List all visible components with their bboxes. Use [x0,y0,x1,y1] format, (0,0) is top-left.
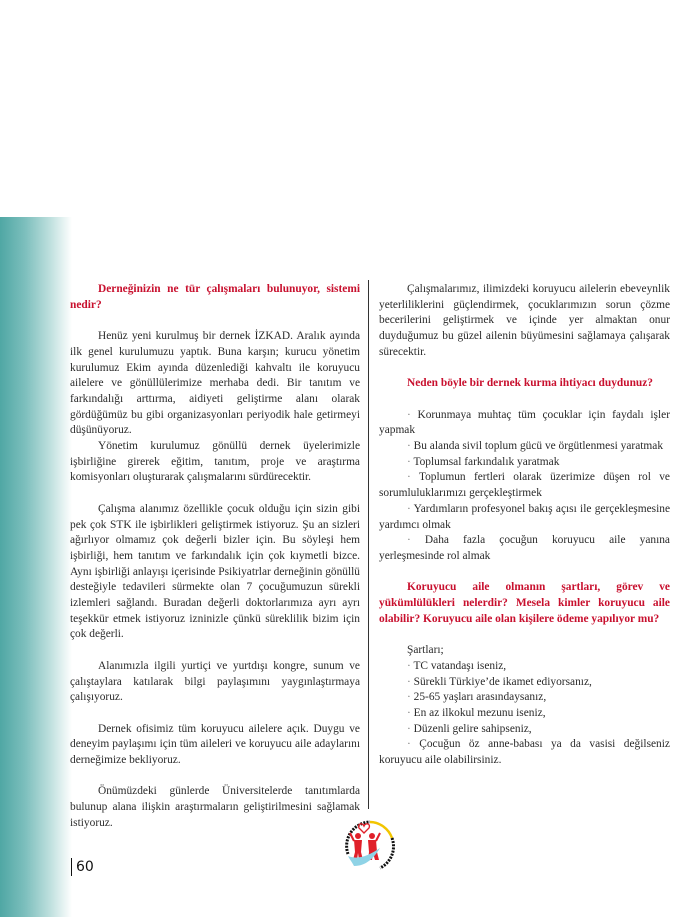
left-column [70,282,360,832]
list-item [379,722,670,738]
list-item [379,533,670,564]
list-item-text: En az ilkokul mezunu iseniz, [413,706,546,719]
spacer [70,643,360,659]
spacer [70,706,360,722]
paragraph: Çalışmalarımız, ilimizdeki koruyucu ailelerin ebeveynlik yeterliliklerini güçlendirmek, çocuklarımızın sorun çözme becerilerini geliştirmek ve içinde yer almaktan onur duyduğumuz bu güzel ailenin büyümesini sağlamaya çalışarak sürecektir. [379,283,670,358]
bullet-icon: · [407,471,411,484]
paragraph: Önümüzdeki günlerde Üniversitelerde tanıtımlarda bulunup alana ilişkin araştırmaların geliştirilmesini sağlamak istiyoruz. [70,785,360,829]
list-item-text: Çocuğun öz anne-babası ya da vasisi değilseniz koruyucu aile olabilirsiniz. [379,738,670,767]
question-heading: Derneğinizin ne tür çalışmaları bulunuyor, sistemi nedir? [70,283,360,311]
spacer [379,392,670,408]
list-item-text: Yardımların profesyonel bakış açısı ile gerçekleşmesine yardımcı olmak [379,502,670,531]
decorative-side-band [0,217,72,917]
bullet-icon: · [407,675,411,688]
bullet-icon: · [407,534,411,547]
list-item [379,502,670,533]
list-item-text: Daha fazla çocuğun koruyucu aile yanına yerleşmesinde rol almak [379,534,670,562]
spacer [70,313,360,329]
reasons-list [379,408,670,565]
page-number: 60 [71,858,94,876]
spacer [379,627,670,643]
list-item-text: Düzenli gelire sahipseniz, [413,722,532,735]
paragraph: Alanımızla ilgili yurtiçi ve yurtdışı kongre, sunum ve çalıştaylara katılarak bilgi paylaşımını yaygınlaştırmaya çalışıyoruz. [70,659,360,704]
list-item [379,439,670,455]
column-divider [368,280,369,809]
paragraph: Yönetim kurulumuz gönüllü dernek üyelerimizle işbirliğine girerek eğitim, tanıtım, proje ve araştırma komisyonları oluşturarak çalışmalarını sürdürecektir. [70,440,360,484]
spacer [379,361,670,377]
list-item-text: Bu alanda sivil toplum gücü ve örgütlenmesi yaratmak [413,440,664,452]
list-item-text: Korunmaya muhtaç tüm çocuklar için faydalı işler yapmak [379,408,670,437]
bullet-icon: · [407,659,411,672]
spacer [379,565,670,581]
bullet-icon: · [407,455,411,468]
paragraph: Henüz yeni kurulmuş bir dernek İZKAD. Aralık ayında ilk genel kurulumuzu yaptık. Buna karşın; kurucu yönetim kurulumuz Ekim ayında düzenlediği kahvaltı ile koruyucu ailelere ve gönüllülerimize merhaba dedi. Bir tanıtım ve farkındalığı arttırma, aidiyeti geliştirme alanı olarak gördüğümüz bu gibi organizasyonları periyodik hale getirmeyi düşünüyoruz. [70,330,360,437]
list-item [379,470,670,501]
list-item-text: 25-65 yaşları arasındaysanız, [413,691,547,704]
question-heading: Koruyucu aile olmanın şartları, görev ve yükümlülükleri nelerdir? Mesela kimler koruyucu aile olabilir? Koruyucu aile olan kişilere ödeme yapılıyor mu? [379,581,670,625]
question-heading: Neden böyle bir dernek kurma ihtiyacı duydunuz? [407,377,653,390]
bullet-icon: · [407,706,411,719]
list-item-text: Toplumsal farkındalık yaratmak [413,455,560,468]
list-item-text: Toplumun fertleri olarak üzerimize düşen rol ve sorumluluklarımızı gerçekleştirmek [379,471,670,500]
list-item [379,737,670,768]
right-column [379,282,670,769]
conditions-label: Şartları; [407,644,444,657]
paragraph: Çalışma alanımız özellikle çocuk olduğu için sizin gibi pek çok STK ile işbirlikleri geliştirmek istiyoruz. Şu an sizleri ağırlıyor olmamız çok değerli bizler için. Bu söyleşi hem işbirliği, hem tanıtım ve farkındalık için çok kıymetli bizce. Aynı işbirliği anlayışı içerisinde Psikiyatrlar derneğinin gönüllü desteğiyle tedavileri sürmekte olan 7 çocuğumuzun sürekli izlemleri sağlandı. Buradan değerli doktorlarımıza ayrı ayrı teşekkür etmek istiyoruz izninizle çünkü süreklilik bizim için çok değerli. [70,502,360,641]
conditions-list [379,659,670,769]
bullet-icon: · [407,440,411,452]
list-item [379,675,670,691]
list-item [379,690,670,706]
bullet-icon: · [407,738,411,751]
spacer [70,486,360,502]
list-item-text: TC vatandaşı iseniz, [413,659,507,672]
list-item [379,659,670,675]
paragraph: Dernek ofisimiz tüm koruyucu ailelere açık. Duygu ve deneyim paylaşımı için tüm aileleri ve koruyucu aile adaylarını derneğimize bekliyoruz. [70,722,360,767]
spacer [70,769,360,785]
bullet-icon: · [407,691,411,704]
bullet-icon: · [407,722,411,735]
list-item [379,706,670,722]
bullet-icon: · [407,408,411,421]
list-item [379,455,670,471]
association-logo-icon [340,816,400,876]
list-item [379,408,670,439]
bullet-icon: · [407,502,411,515]
list-item-text: Sürekli Türkiye’de ikamet ediyorsanız, [413,675,592,688]
